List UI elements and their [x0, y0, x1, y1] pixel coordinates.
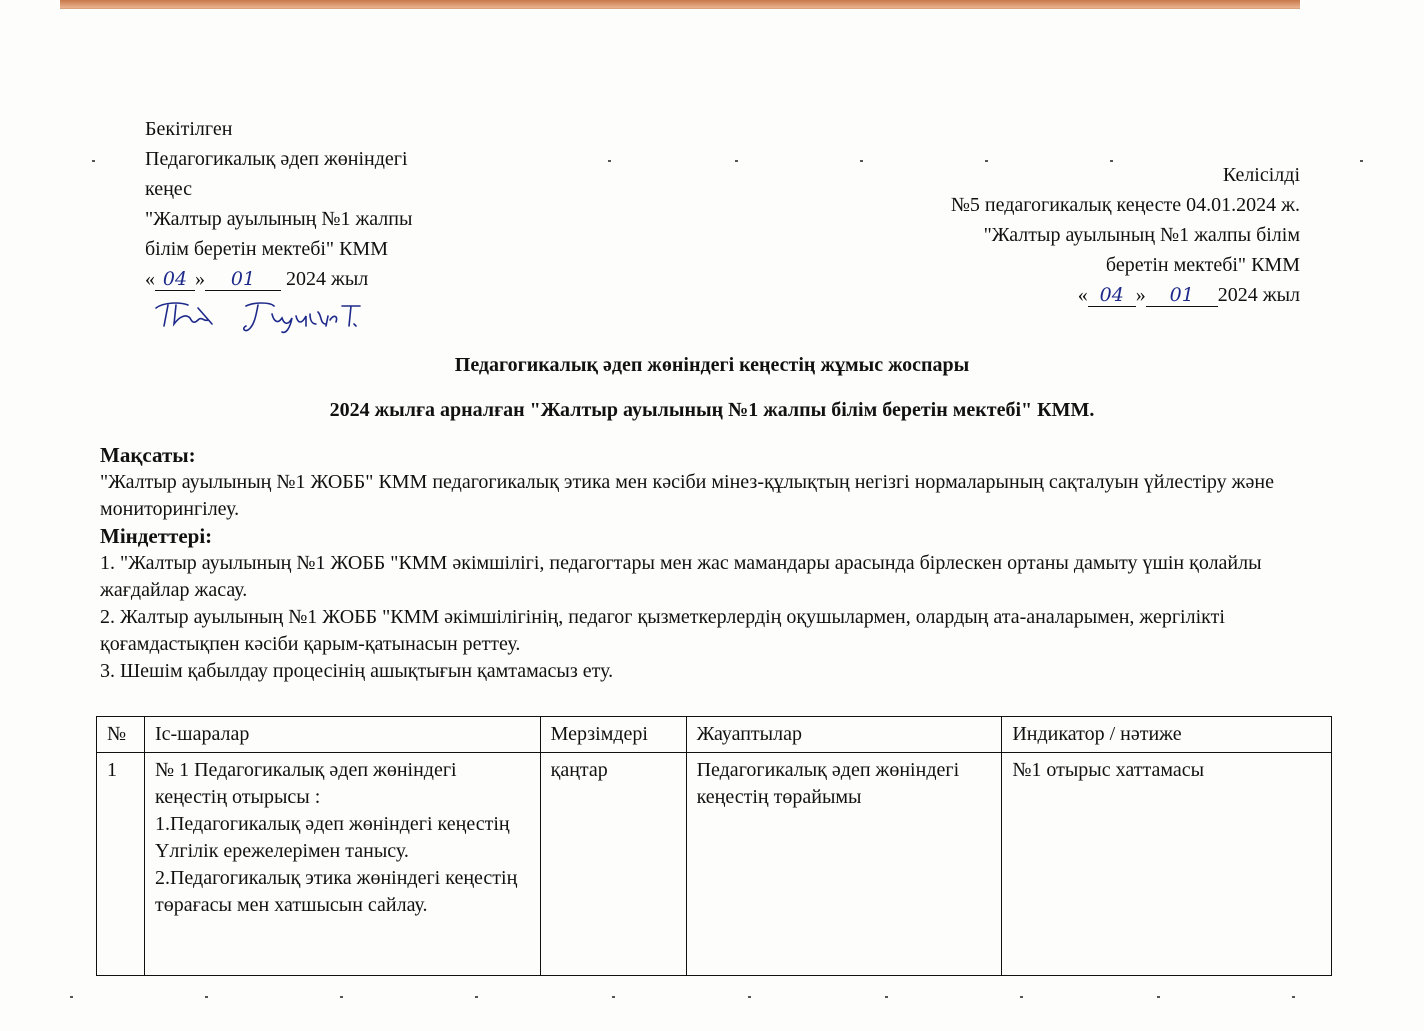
- approval-line: "Жалтыр ауылының №1 жалпы: [145, 208, 413, 230]
- cell-number: 1: [97, 753, 145, 976]
- approval-heading: Бекітілген: [145, 118, 233, 140]
- task-item: 2. Жалтыр ауылының №1 ЖОББ "КММ әкімшілігінің, педагог қызметкерлердің оқушылармен, олардың ата-аналарымен, жергілікті қоғамдастықпен кәсіби қарым-қатынасын реттеу.: [100, 606, 1225, 655]
- agreement-line: №5 педагогикалық кеңесте 04.01.2024 ж.: [950, 194, 1300, 216]
- scan-top-edge: [60, 0, 1300, 9]
- date-quote-open: «: [145, 268, 155, 290]
- table-row: [97, 753, 1332, 976]
- task-item: 3. Шешім қабылдау процесінің ашықтығын қамтамасыз ету.: [100, 660, 614, 682]
- date-year: 2024 жыл: [1217, 284, 1300, 306]
- goal-text: "Жалтыр ауылының №1 ЖОББ" КММ педагогикалық этика мен кәсіби мінез-құлықтың негізгі нормаларының сақталуын үйлестіру және мониторингілеу.: [100, 471, 1274, 520]
- scan-speck: [612, 996, 615, 998]
- scan-speck: [92, 160, 95, 162]
- scan-speck: [608, 160, 611, 162]
- approval-line: білім беретін мектебі" КММ: [145, 238, 388, 260]
- scan-speck: [205, 996, 208, 998]
- approval-date: [145, 264, 485, 294]
- document-subtitle: 2024 жылға арналған "Жалтыр ауылының №1 жалпы білім беретін мектебі" КММ.: [329, 399, 1095, 421]
- header-deadline: Мерзімдері: [540, 717, 686, 753]
- date-month: 01: [1146, 284, 1218, 307]
- agreement-line: беретін мектебі" КММ: [1105, 254, 1300, 276]
- goal-heading: Мақсаты:: [100, 443, 196, 467]
- header-result: Индикатор / нәтиже: [1002, 717, 1332, 753]
- tasks-heading: Міндеттері:: [100, 524, 213, 548]
- scan-speck: [340, 996, 343, 998]
- scan-speck: [748, 996, 751, 998]
- date-day: 04: [155, 268, 195, 291]
- approval-line: Педагогикалық әдеп жөніндегі: [145, 148, 408, 170]
- date-quote-open: «: [1077, 284, 1088, 306]
- cell-events: [144, 753, 540, 976]
- document-title: Педагогикалық әдеп жөніндегі кеңестің жұмыс жоспары: [454, 354, 970, 376]
- header-events: Іс-шаралар: [144, 717, 540, 753]
- scan-speck: [735, 160, 738, 162]
- date-quote-close: »: [195, 268, 205, 290]
- table-header-row: [97, 717, 1332, 753]
- approval-block: [145, 114, 485, 294]
- agreement-date: [820, 280, 1300, 310]
- event-line: № 1 Педагогикалық әдеп жөніндегі кеңестің отырысы :: [154, 759, 457, 808]
- cell-deadline: қаңтар: [540, 753, 686, 976]
- handwritten-signature: [150, 296, 370, 336]
- event-line: 1.Педагогикалық әдеп жөніндегі кеңестің Үлгілік ережелерімен танысу.: [154, 813, 510, 862]
- agreement-block: [820, 160, 1300, 310]
- goals-section: [100, 442, 1340, 685]
- agreement-heading: Келісілді: [1222, 164, 1300, 186]
- scan-speck: [1157, 996, 1160, 998]
- header-responsible: Жауаптылар: [686, 717, 1002, 753]
- work-plan-table: [96, 716, 1332, 976]
- approval-line: кеңес: [145, 178, 193, 200]
- task-item: 1. "Жалтыр ауылының №1 ЖОББ "КММ әкімшілігі, педагогтары мен жас мамандары арасында бірлескен ортаны дамыту үшін қолайлы жағдайлар жасау.: [100, 552, 1262, 601]
- cell-result: №1 отырыс хаттамасы: [1002, 753, 1332, 976]
- date-month: 01: [205, 268, 281, 291]
- scan-speck: [475, 996, 478, 998]
- header-number: №: [97, 717, 145, 753]
- scan-speck: [885, 996, 888, 998]
- scan-speck: [1020, 996, 1023, 998]
- date-quote-close: »: [1135, 284, 1146, 306]
- scan-speck: [70, 996, 73, 998]
- date-day: 04: [1088, 284, 1136, 307]
- event-line: 2.Педагогикалық этика жөніндегі кеңестің төрағасы мен хатшысын сайлау.: [154, 867, 518, 916]
- agreement-line: "Жалтыр ауылының №1 жалпы білім: [983, 224, 1300, 246]
- date-year: 2024 жыл: [286, 268, 369, 290]
- scan-speck: [1360, 160, 1363, 162]
- scan-speck: [1292, 996, 1295, 998]
- cell-responsible: Педагогикалық әдеп жөніндегі кеңестің төрайымы: [686, 753, 1002, 976]
